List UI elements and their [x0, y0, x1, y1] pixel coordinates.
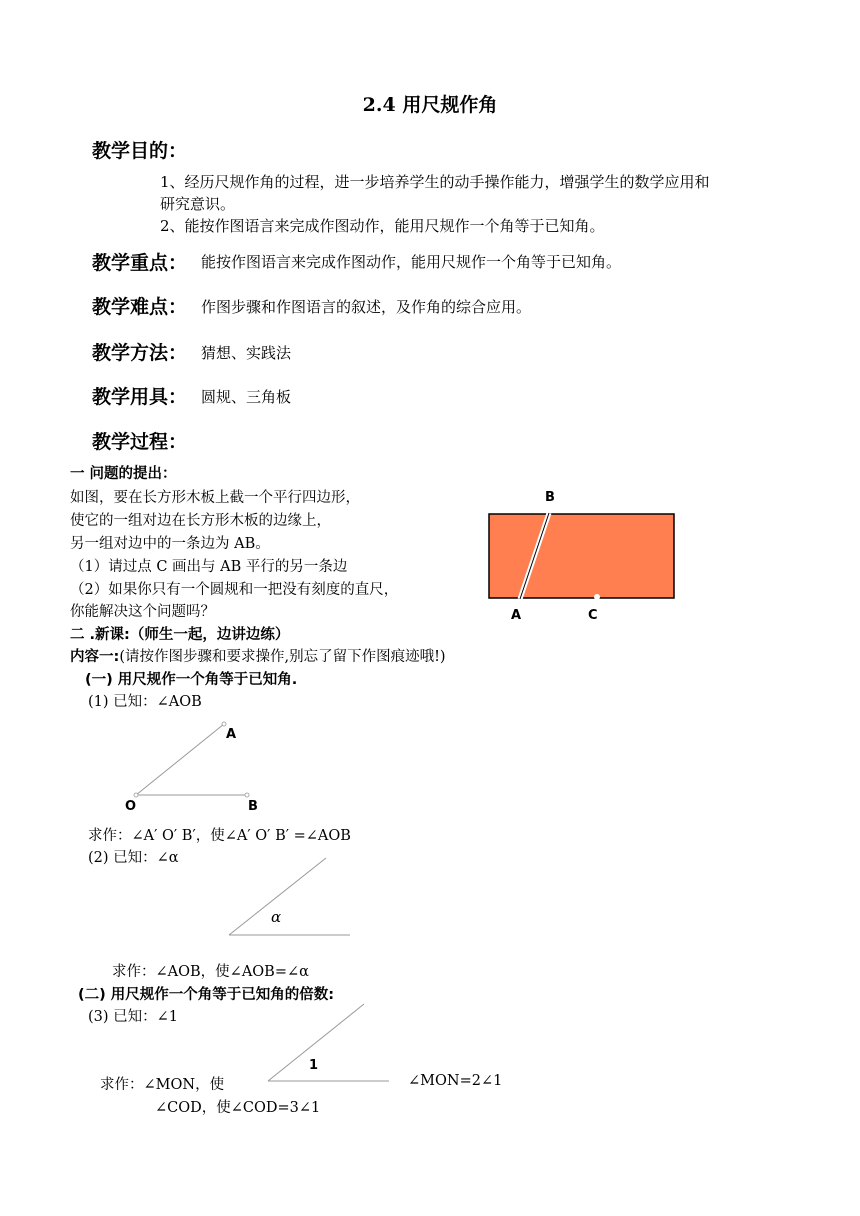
methods-heading: 教学方法：: [92, 342, 188, 364]
key-points-heading: 教学重点：: [92, 252, 188, 274]
label-b: B: [248, 799, 258, 814]
process-heading: 教学过程：: [92, 431, 188, 453]
question-2-given: (2) 已知：∠α: [88, 850, 179, 866]
board-rectangle: [489, 514, 674, 598]
label-b: B: [545, 490, 555, 505]
difficulties-text: 作图步骤和作图语言的叙述，及作角的综合应用。: [201, 298, 532, 316]
tools-text: 圆规、三角板: [201, 388, 292, 406]
methods-text: 猜想、实践法: [201, 344, 292, 362]
label-1: 1: [309, 1058, 319, 1073]
point-b: [245, 793, 249, 797]
tools-heading: 教学用具：: [92, 386, 188, 408]
vertex-o: [134, 793, 138, 797]
section1-heading: 一 问题的提出：: [70, 466, 177, 482]
label-a: A: [226, 727, 237, 742]
label-a: A: [511, 608, 522, 623]
section1-line: 如图，要在长方形木板上截一个平行四边形，: [70, 490, 360, 506]
question-1-task: 求作：∠A′ O′ B′，使∠A′ O′ B′ =∠AOB: [88, 828, 351, 844]
angle-1-figure: [268, 1004, 389, 1081]
label-c: C: [588, 608, 598, 623]
label-o: O: [125, 799, 137, 814]
question-3-task-a: 求作：∠MON，使: [100, 1077, 225, 1093]
point-c: [594, 594, 600, 600]
subsection-2-heading: (二) 用尺规作一个角等于已知角的倍数:: [78, 987, 335, 1003]
content1-note: (请按作图步骤和要求操作,别忘了留下作图痕迹哦!): [119, 649, 446, 665]
label-alpha: α: [271, 908, 282, 926]
section1-line: 使它的一组对边在长方形木板的边缘上，: [70, 513, 331, 529]
board-figure: [489, 490, 674, 623]
question-3-task-b: ∠MON=2∠1: [408, 1073, 503, 1089]
angle-aob-figure: [125, 722, 258, 814]
objective-item-1-cont: 研究意识。: [160, 195, 236, 213]
question-1-given: (1) 已知：∠AOB: [88, 694, 202, 710]
question-2-task: 求作：∠AOB，使∠AOB=∠α: [112, 964, 309, 980]
angle-alpha-figure: [229, 858, 350, 935]
section1-line: （1）请过点 C 画出与 AB 平行的另一条边: [70, 559, 348, 575]
page-title: 2.4 用尺规作角: [362, 94, 498, 116]
section1-line: 你能解决这个问题吗？: [70, 604, 215, 620]
section1-line: （2）如果你只有一个圆规和一把没有刻度的直尺，: [70, 582, 399, 598]
subsection-1-heading: (一) 用尺规作一个角等于已知角.: [85, 672, 298, 688]
question-3-given: (3) 已知：∠1: [88, 1009, 179, 1025]
content1-label: 内容一:: [70, 649, 120, 665]
objective-item-2: 2、能按作图语言来完成作图动作，能用尺规作一个角等于已知角。: [160, 217, 605, 235]
point-a: [222, 722, 226, 726]
section2-heading: 二 .新课:（师生一起，边讲边练）: [70, 627, 290, 643]
objectives-heading: 教学目的：: [92, 140, 188, 162]
ray-oa: [136, 724, 224, 795]
question-3-task-c: ∠COD，使∠COD=3∠1: [155, 1100, 321, 1116]
section1-line: 另一组对边中的一条边为 AB。: [70, 536, 270, 552]
key-points-text: 能按作图语言来完成作图动作，能用尺规作一个角等于已知角。: [201, 253, 622, 271]
difficulties-heading: 教学难点：: [92, 296, 188, 318]
objective-item-1: 1、经历尺规作角的过程，进一步培养学生的动手操作能力，增强学生的数学应用和: [160, 173, 710, 191]
